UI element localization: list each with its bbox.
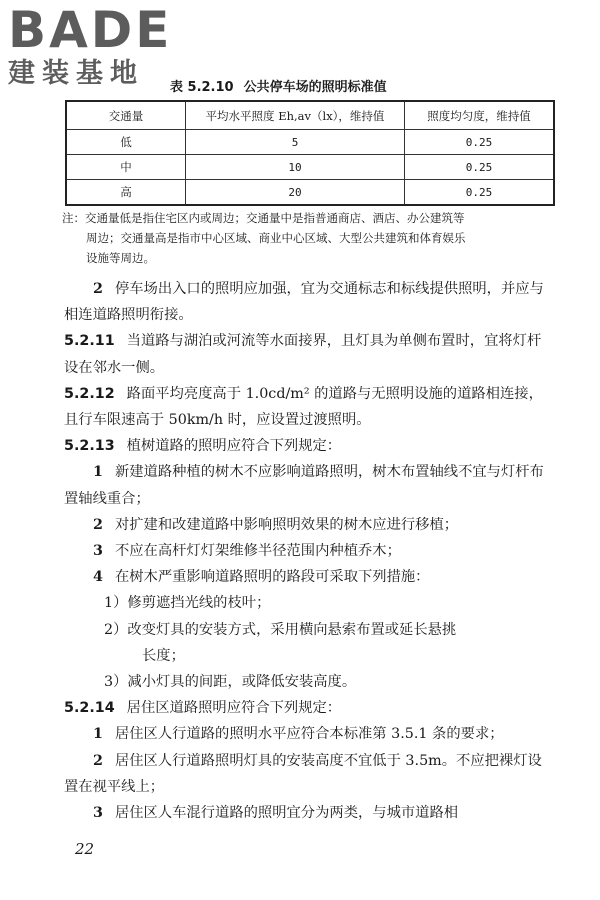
sub-item: 1）修剪遮挡光线的枝叶；	[104, 595, 271, 612]
item-text: 居住区人车混行道路的照明宜分为两类，与城市道路相	[114, 805, 459, 822]
item-number: 2	[93, 516, 103, 533]
table-header-row	[66, 101, 554, 130]
table-cell: 0.25	[405, 180, 555, 206]
body-text	[64, 276, 552, 826]
clause-text: 植树道路的照明应符合下列规定：	[126, 438, 342, 455]
clause-5-2-14-item-1	[64, 721, 552, 747]
header-traffic: 交通量	[66, 101, 186, 130]
clause-text: 路面平均亮度高于 1.0cd/m² 的道路与无照明设施的道路相连接，且行车限速高于 50km/h 时，应设置过渡照明。	[64, 385, 543, 429]
clause-5-2-12	[64, 381, 552, 433]
table-cell: 0.25	[405, 130, 555, 155]
header-illuminance: 平均水平照度 Eh,av（lx），维持值	[186, 101, 405, 130]
table-caption	[170, 76, 470, 95]
clause-5-2-14-item-2	[64, 748, 552, 800]
clause-text: 当道路与湖泊或河流等水面接界，且灯具为单侧布置时，宜将灯杆设在邻水一侧。	[64, 333, 542, 376]
clause-5-2-13-item-3	[64, 538, 552, 564]
clause-5-2-13	[64, 433, 552, 459]
table-cell: 中	[66, 155, 186, 180]
clause-number: 5.2.11	[64, 333, 115, 350]
item-text: 对扩建和改建道路中影响照明效果的树木应进行移植；	[114, 516, 459, 533]
item-number: 3	[93, 543, 103, 560]
table-cell: 0.25	[405, 155, 555, 180]
table-cell: 5	[186, 130, 405, 155]
note-line: 设施等周边。	[86, 251, 155, 265]
clause-5-2-13-item-4	[64, 564, 552, 590]
logo-subtitle: 建装基地	[8, 58, 144, 89]
clause-5-2-13-item-1	[64, 459, 552, 511]
table-row	[66, 180, 554, 206]
item-number: 2	[93, 752, 103, 769]
clause-text: 居住区道路照明应符合下列规定：	[126, 700, 342, 717]
item-text: 不应在高杆灯灯架维修半径范围内种植乔木；	[114, 543, 401, 560]
table-cell: 10	[186, 155, 405, 180]
sub-item: 3）减小灯具的间距，或降低安装高度。	[104, 674, 357, 691]
note-line: 周边；交通量高是指市中心区域、商业中心区域、大型公共建筑和体育娱乐	[86, 231, 466, 245]
table-note	[62, 208, 552, 268]
clause-number: 5.2.14	[64, 700, 115, 717]
clause-5-2-13-item-2	[64, 512, 552, 538]
item-text: 新建道路种植的树木不应影响道路照明，树木布置轴线不宜与灯杆布置轴线重合；	[64, 464, 544, 507]
item-number: 1	[93, 726, 103, 743]
item-number: 4	[93, 569, 103, 586]
table-cell: 高	[66, 180, 186, 206]
item-number: 2	[93, 281, 103, 297]
item-number: 3	[93, 805, 103, 822]
table-cell: 低	[66, 130, 186, 155]
item-text: 停车场出入口的照明应加强，宜为交通标志和标线提供照明，并应与相连道路照明衔接。	[64, 281, 544, 324]
item-number: 1	[93, 464, 103, 481]
table-title: 公共停车场的照明标准值	[243, 80, 387, 95]
logo-wordmark: BADE	[8, 1, 173, 59]
clause-5-2-10-item-2	[64, 276, 552, 328]
clause-number: 5.2.13	[64, 438, 115, 455]
sub-item: 2）改变灯具的安装方式，采用横向悬索布置或延长悬挑	[104, 621, 457, 638]
sub-item-continuation: 长度；	[142, 647, 185, 664]
table-row	[66, 155, 554, 180]
note-line: 注：交通量低是指住宅区内或周边；交通量中是指普通商店、酒店、办公建筑等	[62, 211, 465, 225]
item-text: 居住区人行道路的照明水平应符合本标准第 3.5.1 条的要求；	[114, 726, 504, 743]
logo	[8, 1, 180, 90]
clause-5-2-14	[64, 695, 552, 721]
item-text: 在树木严重影响道路照明的路段可采取下列措施：	[114, 569, 430, 586]
lighting-standard-table	[65, 100, 555, 206]
table-number: 表 5.2.10	[170, 80, 234, 95]
clause-5-2-14-item-3	[64, 800, 552, 826]
item-text: 居住区人行道路照明灯具的安装高度不宜低于 3.5m。不应把裸灯设置在视平线上；	[64, 752, 542, 795]
header-uniformity: 照度均匀度，维持值	[405, 101, 555, 130]
clause-number: 5.2.12	[64, 385, 115, 402]
clause-5-2-11	[64, 328, 552, 380]
table-row	[66, 130, 554, 155]
page-number: 22	[75, 840, 95, 858]
table-cell: 20	[186, 180, 405, 206]
